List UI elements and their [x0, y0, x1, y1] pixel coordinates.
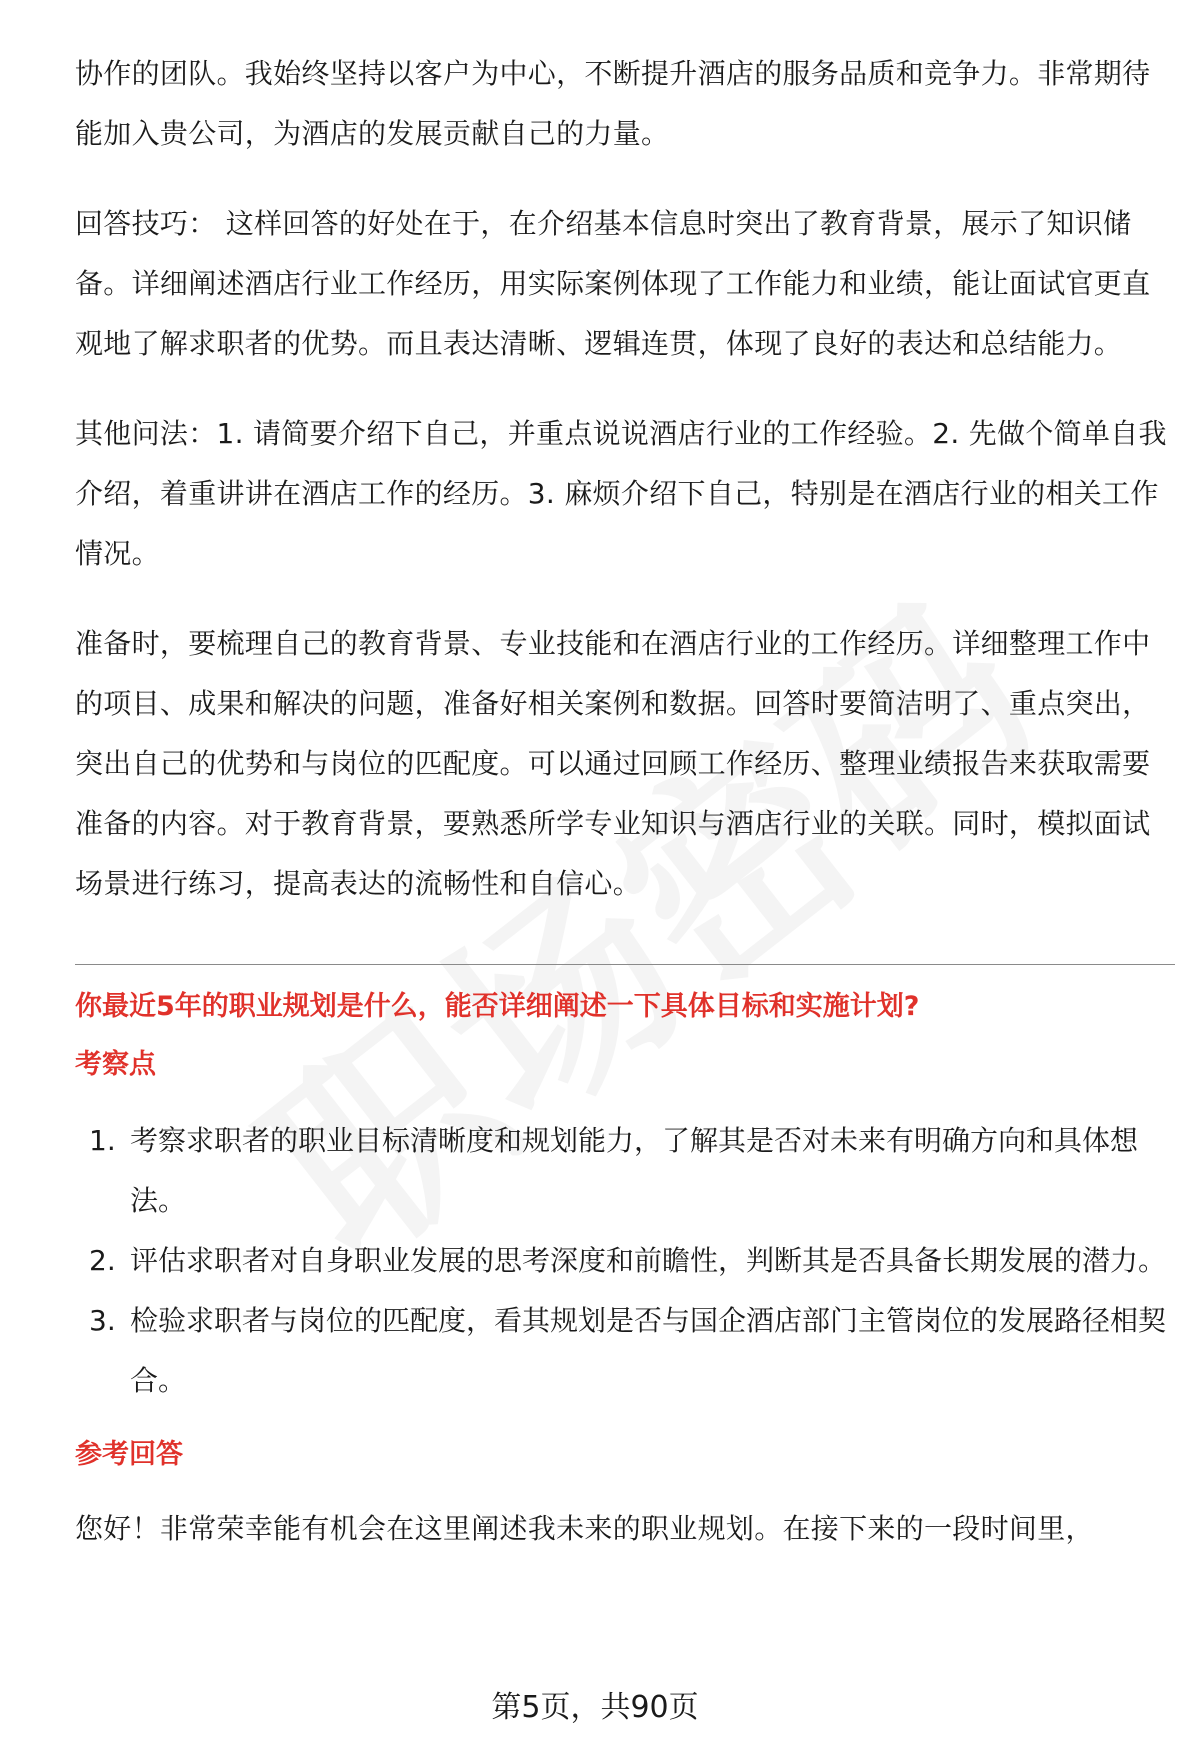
list-number: 2. — [89, 1244, 116, 1277]
focus-list-item — [75, 1231, 1175, 1291]
page-content — [75, 44, 1175, 1559]
paragraph-other-asks: 其他问法：1. 请简要介绍下自己，并重点说说酒店行业的工作经验。2. 先做个简单自我介绍，着重讲讲在酒店工作的经历。3. 麻烦介绍下自己，特别是在酒店行业的相关工作情况。 — [75, 417, 1167, 570]
paragraph-answer-tips: 回答技巧： 这样回答的好处在于，在介绍基本信息时突出了教育背景，展示了知识储备。详细阐述酒店行业工作经历，用实际案例体现了工作能力和业绩，能让面试官更直观地了解求职者的优势。而且表达清晰、逻辑连贯，体现了良好的表达和总结能力。 — [75, 207, 1151, 360]
list-item-text: 考察求职者的职业目标清晰度和规划能力，了解其是否对未来有明确方向和具体想法。 — [130, 1124, 1139, 1217]
list-number: 3. — [89, 1304, 116, 1337]
paragraph-intro-end: 协作的团队。我始终坚持以客户为中心，不断提升酒店的服务品质和竞争力。非常期待能加入贵公司，为酒店的发展贡献自己的力量。 — [75, 57, 1151, 150]
focus-list — [75, 1111, 1175, 1411]
list-item-text: 检验求职者与岗位的匹配度，看其规划是否与国企酒店部门主管岗位的发展路径相契合。 — [130, 1304, 1167, 1397]
list-item-text: 评估求职者对自身职业发展的思考深度和前瞻性，判断其是否具备长期发展的潜力。 — [130, 1244, 1167, 1277]
focus-list-item — [75, 1111, 1175, 1231]
reference-heading: 参考回答 — [75, 1439, 183, 1470]
question-heading: 你最近5年的职业规划是什么，能否详细阐述一下具体目标和实施计划? — [75, 991, 920, 1022]
paragraph-reference-answer: 您好！非常荣幸能有机会在这里阐述我未来的职业规划。在接下来的一段时间里， — [75, 1512, 1094, 1545]
focus-list-item — [75, 1291, 1175, 1411]
focus-heading: 考察点 — [75, 1049, 156, 1080]
page-number: 第5页，共90页 — [491, 1690, 699, 1725]
section-divider — [75, 964, 1175, 965]
list-number: 1. — [89, 1124, 116, 1157]
paragraph-preparation: 准备时，要梳理自己的教育背景、专业技能和在酒店行业的工作经历。详细整理工作中的项目、成果和解决的问题，准备好相关案例和数据。回答时要简洁明了、重点突出，突出自己的优势和与岗位的匹配度。可以通过回顾工作经历、整理业绩报告来获取需要准备的内容。对于教育背景，要熟悉所学专业知识与酒店行业的关联。同时，模拟面试场景进行练习，提高表达的流畅性和自信心。 — [75, 627, 1151, 900]
